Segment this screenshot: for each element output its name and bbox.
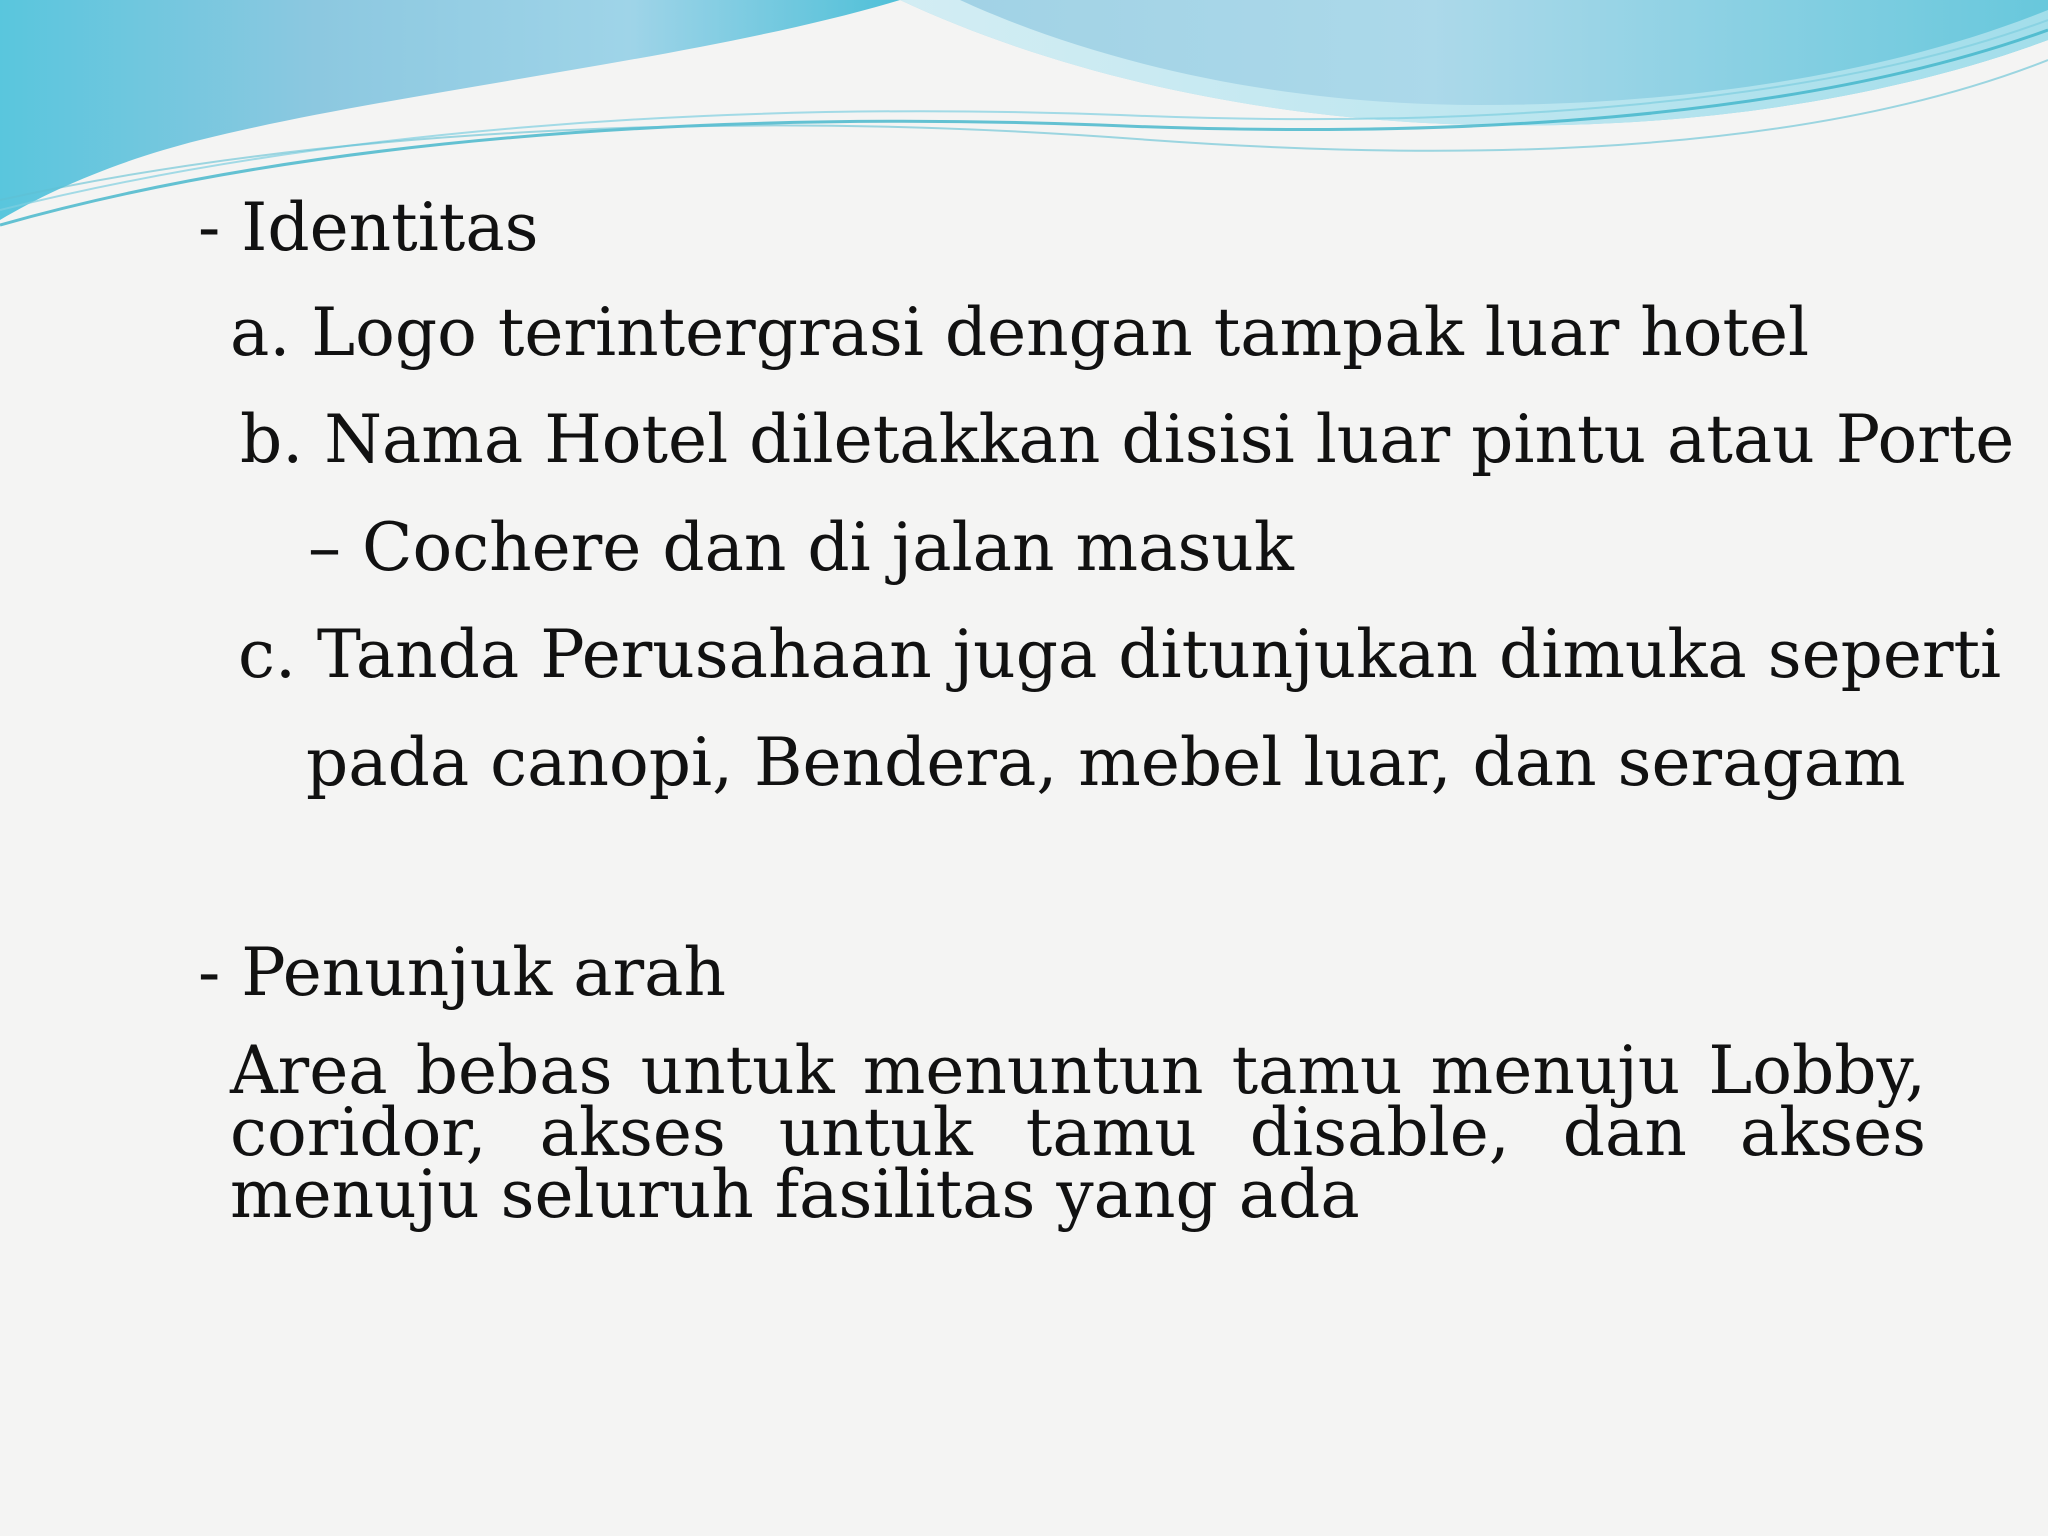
paragraph-penunjuk-arah: Area bebas untuk menuntun tamu menuju Lobby, coridor, akses untuk tamu disable, dan akses menuju seluruh fasilitas yang ada — [230, 1032, 1926, 1233]
list-item-c-line-2: pada canopi, Bendera, mebel luar, dan seragam — [306, 724, 1906, 801]
list-item-b-line-2: – Cochere dan di jalan masuk — [308, 509, 1294, 586]
list-item-a: a. Logo terintergrasi dengan tampak luar hotel — [230, 294, 1810, 371]
heading-identitas: - Identitas — [198, 189, 539, 266]
list-item-c-line-1: c. Tanda Perusahaan juga ditunjukan dimuka seperti — [238, 616, 2002, 693]
heading-penunjuk-arah: - Penunjuk arah — [198, 934, 726, 1011]
list-item-b-line-1: b. Nama Hotel diletakkan disisi luar pintu atau Porte — [240, 401, 2015, 478]
